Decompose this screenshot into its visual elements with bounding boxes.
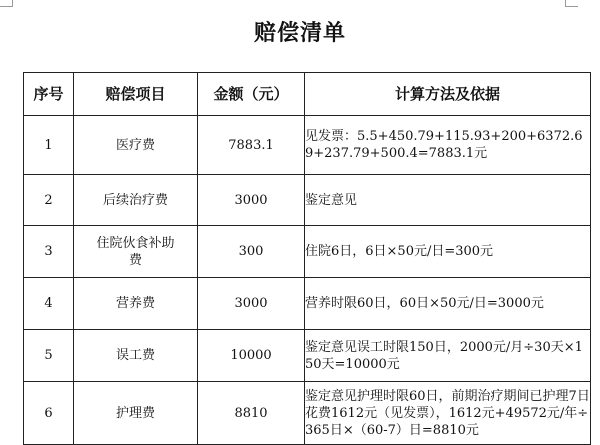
row-no: 3 [24, 226, 74, 278]
row-amount: 3000 [198, 175, 305, 226]
row-no: 6 [24, 382, 74, 445]
row-item-label: 住院伙食补助费 [96, 235, 175, 268]
row-basis: 鉴定意见护理时限60日，前期治疗期间已护理7日花费1612元（见发票），1612元+49572元/年÷365日×（60-7）日=8810元 [305, 382, 591, 445]
row-no: 1 [24, 116, 74, 175]
table-row [24, 330, 591, 382]
header-amount: 金额（元） [198, 73, 305, 116]
document-title: 赔偿清单 [253, 20, 346, 46]
table-row [24, 278, 591, 330]
table-row [24, 116, 591, 175]
row-item: 误工费 [74, 330, 198, 382]
row-amount: 3000 [198, 278, 305, 330]
row-amount: 8810 [198, 382, 305, 445]
header-no: 序号 [24, 73, 74, 116]
row-no: 4 [24, 278, 74, 330]
table-header-row [24, 73, 591, 116]
row-amount: 10000 [198, 330, 305, 382]
row-item [74, 226, 198, 278]
header-item: 赔偿项目 [74, 73, 198, 116]
row-basis: 鉴定意见 [305, 175, 591, 226]
row-no: 5 [24, 330, 74, 382]
row-amount: 7883.1 [198, 116, 305, 175]
compensation-table [23, 72, 591, 445]
row-basis: 住院6日，6日×50元/日=300元 [305, 226, 591, 278]
row-no: 2 [24, 175, 74, 226]
row-amount: 300 [198, 226, 305, 278]
row-item: 营养费 [74, 278, 198, 330]
table-row [24, 226, 591, 278]
row-basis: 鉴定意见误工时限150日，2000元/月÷30天×150天=10000元 [305, 330, 591, 382]
table-row [24, 382, 591, 445]
header-basis: 计算方法及依据 [305, 73, 591, 116]
page-corner-mark-right [565, 0, 578, 7]
row-basis: 见发票：5.5+450.79+115.93+200+6372.69+237.79+500.4=7883.1元 [305, 116, 591, 175]
row-item: 护理费 [74, 382, 198, 445]
row-basis: 营养时限60日，60日×50元/日=3000元 [305, 278, 591, 330]
table-row [24, 175, 591, 226]
row-item: 后续治疗费 [74, 175, 198, 226]
page-corner-mark-left [0, 0, 13, 7]
row-item: 医疗费 [74, 116, 198, 175]
